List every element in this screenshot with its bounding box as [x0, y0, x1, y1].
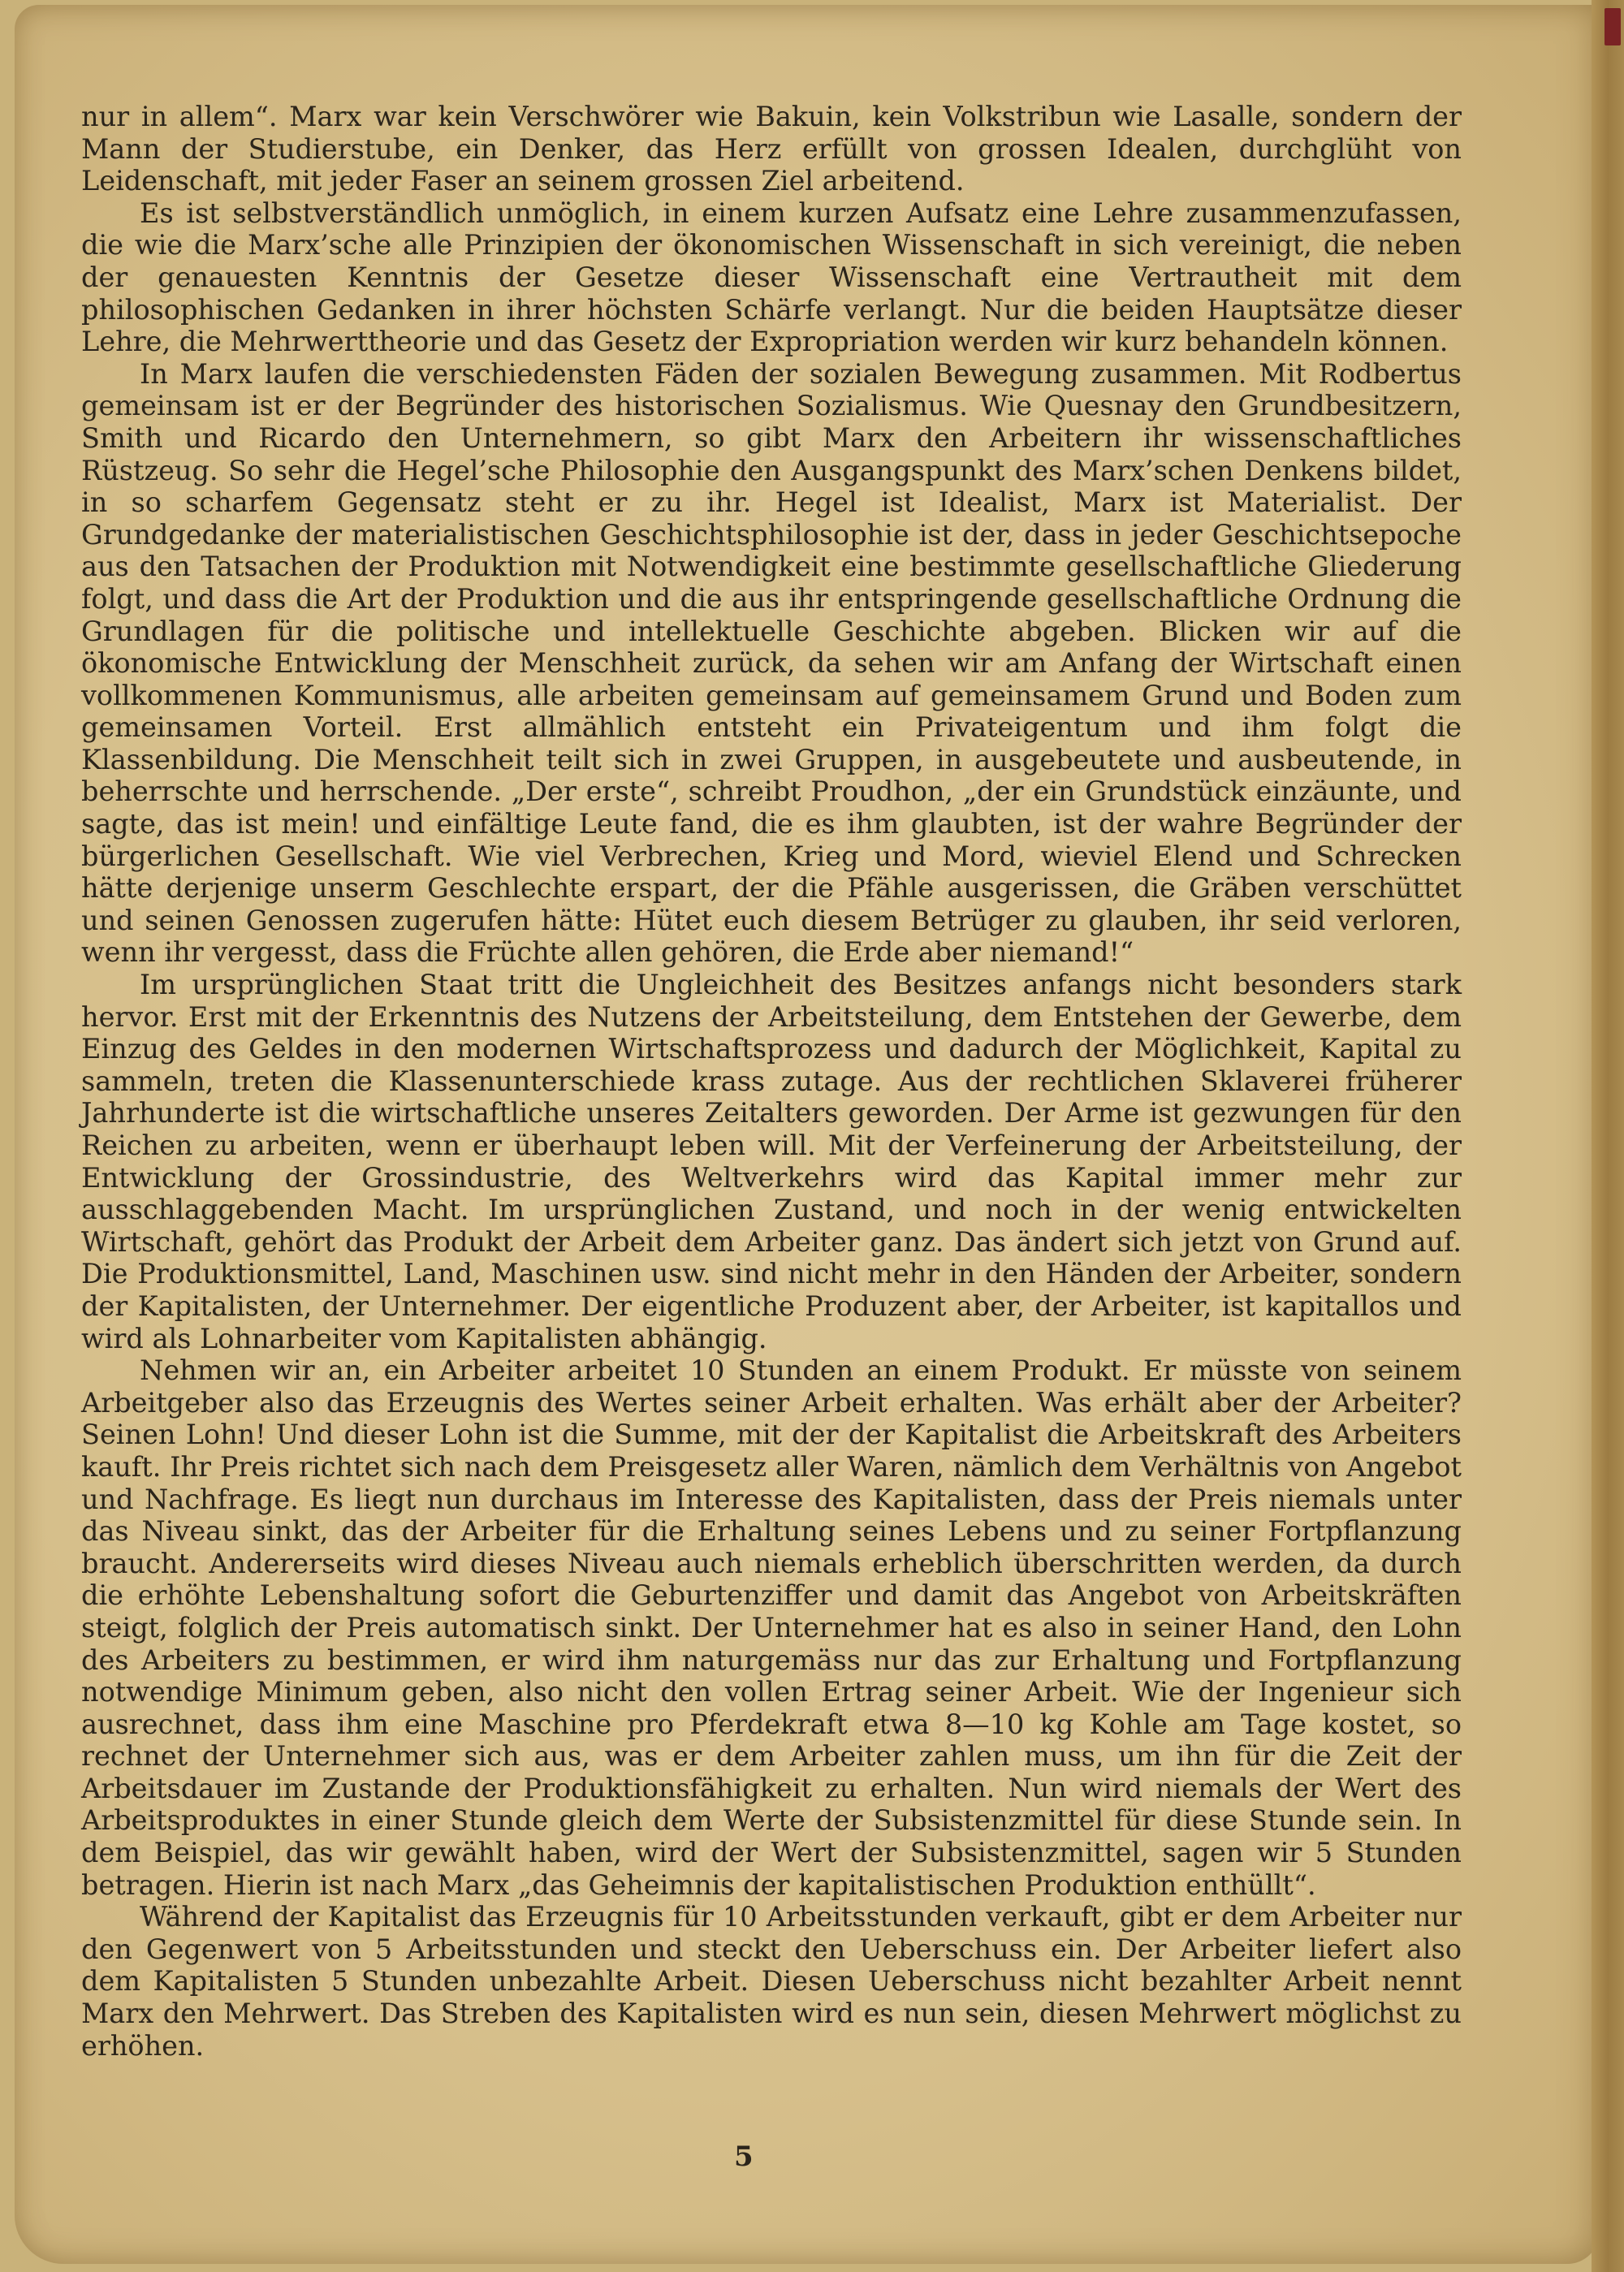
book-edge	[1592, 0, 1624, 2272]
body-text	[81, 101, 1462, 2062]
book-page	[15, 5, 1600, 2264]
paragraph: Nehmen wir an, ein Arbeiter arbeitet 10 Stunden an einem Produkt. Er müsste von seinem Arbeitgeber also das Erzeugnis des Wertes seiner Arbeit erhalten. Was erhält aber der Arbeiter? Seinen Lohn! Und dieser Lohn ist die Summe, mit der der Kapitalist die Arbeitskraft des Arbeiters kauft. Ihr Preis richtet sich nach dem Preisgesetz aller Waren, nämlich dem Verhältnis von Angebot und Nachfrage. Es liegt nun durchaus im Interesse des Kapitalisten, dass der Preis niemals unter das Niveau sinkt, das der Arbeiter für die Erhaltung seines Lebens und zu seiner Fortpflanzung braucht. Andererseits wird dieses Niveau auch niemals erheblich überschritten werden, da durch die erhöhte Lebenshaltung sofort die Geburtenziffer und damit das Angebot von Arbeitskräften steigt, folglich der Preis automatisch sinkt. Der Unternehmer hat es also in seiner Hand, den Lohn des Arbeiters zu bestimmen, er wird ihm naturgemäss nur das zur Erhaltung und Fortpflanzung notwendige Minimum geben, also nicht den vollen Ertrag seiner Arbeit. Wie der Ingenieur sich ausrechnet, dass ihm eine Maschine pro Pferdekraft etwa 8—10 kg Kohle am Tage kostet, so rechnet der Unternehmer sich aus, was er dem Arbeiter zahlen muss, um ihn für die Zeit der Arbeitsdauer im Zustande der Produktionsfähigkeit zu erhalten. Nun wird niemals der Wert des Arbeitsproduktes in einer Stunde gleich dem Werte der Subsistenzmittel für diese Stunde sein. In dem Beispiel, das wir gewählt haben, wird der Wert der Subsistenzmittel, sagen wir 5 Stunden betragen. Hierin ist nach Marx „das Geheimnis der kapitalistischen Produktion enthüllt“.	[81, 1354, 1462, 1901]
paragraph: Es ist selbstverständlich unmöglich, in einem kurzen Aufsatz eine Lehre zusammenzufassen, die wie die Marx’sche alle Prinzipien der ökonomischen Wissenschaft in sich vereinigt, die neben der genauesten Kenntnis der Gesetze dieser Wissenschaft eine Vertrautheit mit dem philosophischen Gedanken in ihrer höchsten Schärfe verlangt. Nur die beiden Hauptsätze dieser Lehre, die Mehrwerttheorie und das Gesetz der Expropriation werden wir kurz behandeln können.	[81, 197, 1462, 358]
paragraph: In Marx laufen die verschiedensten Fäden der sozialen Bewegung zusammen. Mit Rodbertus gemeinsam ist er der Begründer des historischen Sozialismus. Wie Quesnay den Grundbesitzern, Smith und Ricardo den Unternehmern, so gibt Marx den Arbeitern ihr wissenschaftliches Rüstzeug. So sehr die Hegel’sche Philosophie den Ausgangspunkt des Marx’schen Denkens bildet, in so scharfem Gegensatz steht er zu ihr. Hegel ist Idealist, Marx ist Materialist. Der Grundgedanke der materialistischen Geschichtsphilosophie ist der, dass in jeder Geschichtsepoche aus den Tatsachen der Produktion mit Notwendigkeit eine bestimmte gesellschaftliche Gliederung folgt, und dass die Art der Produktion und die aus ihr entspringende gesellschaftliche Ordnung die Grundlagen für die politische und intellektuelle Geschichte abgeben. Blicken wir auf die ökonomische Entwicklung der Menschheit zurück, da sehen wir am Anfang der Wirtschaft einen vollkommenen Kommunismus, alle arbeiten gemeinsam auf gemeinsamem Grund und Boden zum gemeinsamen Vorteil. Erst allmählich entsteht ein Privateigentum und ihm folgt die Klassenbildung. Die Menschheit teilt sich in zwei Gruppen, in ausgebeutete und ausbeutende, in beherrschte und herrschende. „Der erste“, schreibt Proudhon, „der ein Grundstück einzäunte, und sagte, das ist mein! und einfältige Leute fand, die es ihm glaubten, ist der wahre Begründer der bürgerlichen Gesellschaft. Wie viel Verbrechen, Krieg und Mord, wieviel Elend und Schrecken hätte derjenige unserm Geschlechte erspart, der die Pfähle ausgerissen, die Gräben verschüttet und seinen Genossen zugerufen hätte: Hütet euch diesem Betrüger zu glauben, ihr seid verloren, wenn ihr vergesst, dass die Früchte allen gehören, die Erde aber niemand!“	[81, 357, 1462, 969]
paragraph: nur in allem“. Marx war kein Verschwörer wie Bakuin, kein Volkstribun wie Lasalle, sondern der Mann der Studierstube, ein Denker, das Herz erfüllt von grossen Idealen, durchglüht von Leidenschaft, mit jeder Faser an seinem grossen Ziel arbeitend.	[81, 101, 1462, 197]
bookmark-ribbon	[1605, 8, 1621, 45]
page-number: 5	[734, 2140, 754, 2173]
paragraph: Im ursprünglichen Staat tritt die Ungleichheit des Besitzes anfangs nicht besonders stark hervor. Erst mit der Erkenntnis des Nutzens der Arbeitsteilung, dem Entstehen der Gewerbe, dem Einzug des Geldes in den modernen Wirtschaftsprozess und dadurch der Möglichkeit, Kapital zu sammeln, treten die Klassenunterschiede krass zutage. Aus der rechtlichen Sklaverei früherer Jahrhunderte ist die wirtschaftliche unseres Zeitalters geworden. Der Arme ist gezwungen für den Reichen zu arbeiten, wenn er überhaupt leben will. Mit der Verfeinerung der Arbeitsteilung, der Entwicklung der Grossindustrie, des Weltverkehrs wird das Kapital immer mehr zur ausschlaggebenden Macht. Im ursprünglichen Zustand, und noch in der wenig entwickelten Wirtschaft, gehört das Produkt der Arbeit dem Arbeiter ganz. Das ändert sich jetzt von Grund auf. Die Produktionsmittel, Land, Maschinen usw. sind nicht mehr in den Händen der Arbeiter, sondern der Kapitalisten, der Unternehmer. Der eigentliche Produzent aber, der Arbeiter, ist kapitallos und wird als Lohnarbeiter vom Kapitalisten abhängig.	[81, 969, 1462, 1354]
paragraph: Während der Kapitalist das Erzeugnis für 10 Arbeitsstunden verkauft, gibt er dem Arbeiter nur den Gegenwert von 5 Arbeitsstunden und steckt den Ueberschuss ein. Der Arbeiter liefert also dem Kapitalisten 5 Stunden unbezahlte Arbeit. Diesen Ueberschuss nicht bezahlter Arbeit nennt Marx den Mehrwert. Das Streben des Kapitalisten wird es nun sein, diesen Mehrwert möglichst zu erhöhen.	[81, 1901, 1462, 2062]
